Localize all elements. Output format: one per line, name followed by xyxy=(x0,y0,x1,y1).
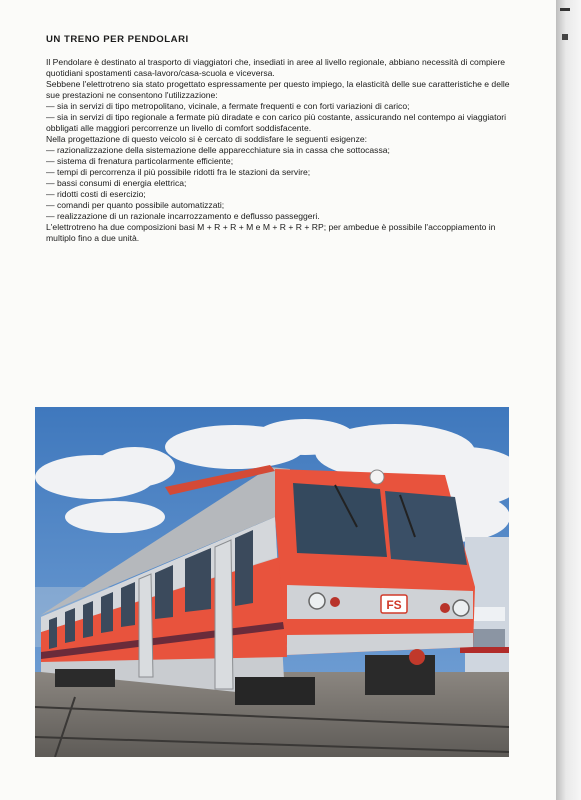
text-column xyxy=(46,34,516,244)
paragraph-compositions: L'elettrotreno ha due composizioni basi M + R + R + M e M + R + R + RP; per ambedue è possibile l'accoppiamento in multiplo fino a due unità. xyxy=(46,222,496,243)
train-photo xyxy=(35,407,509,757)
scan-mark xyxy=(562,34,568,40)
list-item: — tempi di percorrenza il più possibile ridotti fra le stazioni da servire; xyxy=(46,167,311,177)
page-edge xyxy=(556,0,581,800)
usage-list xyxy=(46,101,516,134)
page-title: UN TRENO PER PENDOLARI xyxy=(46,34,189,45)
requirements-list xyxy=(46,145,516,222)
list-item: — comandi per quanto possibile automatizzati; xyxy=(46,200,225,210)
scan-mark xyxy=(560,8,570,11)
list-item: — realizzazione di un razionale incarrozzamento e deflusso passeggeri. xyxy=(46,211,320,221)
train-illustration xyxy=(35,407,509,757)
fs-logo-text: FS xyxy=(386,598,402,612)
paragraph-design: Nella progettazione di questo veicolo si è cercato di soddisfare le seguenti esigenze: xyxy=(46,134,368,144)
list-item: — sia in servizi di tipo metropolitano, vicinale, a fermate frequenti e con forti variazioni di carico; xyxy=(46,101,410,111)
paragraph-intro: Il Pendolare è destinato al trasporto di viaggiatori che, insediati in aree al livello regionale, abbiano necessità di compiere quotidiani spostamenti casa-lavoro/casa-scuola e viceversa. xyxy=(46,57,506,78)
list-item: — sistema di frenatura particolarmente efficiente; xyxy=(46,156,234,166)
list-item: — razionalizzazione della sistemazione delle apparecchiature sia in cassa che sottocassa; xyxy=(46,145,390,155)
list-item: — ridotti costi di esercizio; xyxy=(46,189,146,199)
list-item: — bassi consumi di energia elettrica; xyxy=(46,178,187,188)
fs-logo xyxy=(381,595,407,613)
list-item: — sia in servizi di tipo regionale a fermate più diradate e con carico più costante, assicurando nel contempo ai viaggiatori obbligati alle maggiori percorrenze un livello di comfort soddisfacente. xyxy=(46,112,507,133)
paragraph-flexibility: Sebbene l'elettrotreno sia stato progettato espressamente per questo impiego, la elasticità delle sue caratteristiche e delle sue prestazioni ne consentono l'utilizzazione: xyxy=(46,79,510,100)
